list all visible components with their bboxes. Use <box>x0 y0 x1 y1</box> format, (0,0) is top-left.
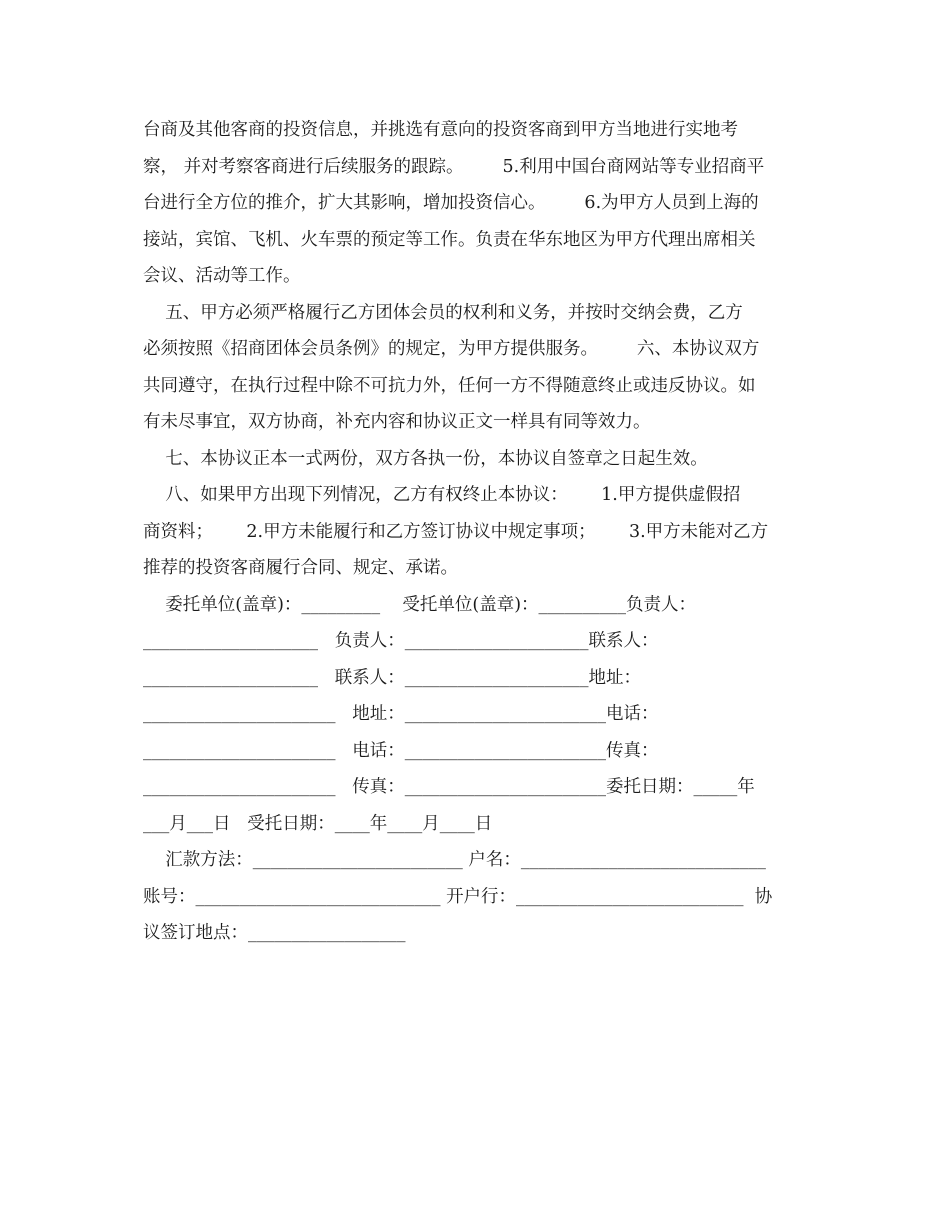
text-line: 会议、活动等工作。 <box>143 266 301 286</box>
signing-place-line: 议签订地点：__________________ <box>143 923 406 943</box>
text-line: 接站，宾馆、飞机、火车票的预定等工作。负责在华东地区为甲方代理出席相关 <box>143 229 756 250</box>
text-line: 推荐的投资客商履行合同、规定、承诺。 <box>143 558 458 578</box>
text-line: 五、甲方必须严格履行乙方团体会员的权利和义务，并按时交纳会费，乙方 <box>143 302 743 323</box>
text-line: 八、如果甲方出现下列情况，乙方有权终止本协议： 1.甲方提供虚假招 <box>143 485 741 505</box>
text-line: 有未尽事宜，双方协商，补充内容和协议正文一样具有同等效力。 <box>143 412 651 432</box>
signature-line: ______________________ 地址：_______________________电话： <box>143 704 659 724</box>
text-line: 察， 并对考察客商进行后续服务的跟踪。 5.利用中国台商网站等专业招商平 <box>143 156 765 177</box>
agreement-body <box>143 112 813 952</box>
text-line: 商资料； 2.甲方未能履行和乙方签订协议中规定事项； 3.甲方未能对乙方 <box>143 521 769 542</box>
text-line: 七、本协议正本一式两份，双方各执一份，本协议自签章之日起生效。 <box>143 448 708 469</box>
text-line: 必须按照《招商团体会员条例》的规定，为甲方提供服务。 六、本协议双方 <box>143 339 760 359</box>
signature-line: ______________________ 传真：_______________________委托日期：_____年 <box>143 777 755 797</box>
text-line: 共同遵守，在执行过程中除不可抗力外，任何一方不得随意终止或违反协议。如 <box>143 375 756 396</box>
text-line: 台进行全方位的推介，扩大其影响，增加投资信心。 6.为甲方人员到上海的 <box>143 193 759 213</box>
signature-line: 委托单位(盖章)：_________ 受托单位(盖章)：__________负责人： <box>143 594 697 615</box>
payment-line: 账号：____________________________ 开户行：__________________________ 协 <box>143 886 773 907</box>
signature-line: ____________________ 联系人：_____________________地址： <box>143 667 641 688</box>
signature-line: ______________________ 电话：_______________________传真： <box>143 740 659 761</box>
date-line: ___月___日 受托日期：____年____月____日 <box>143 813 493 834</box>
text-line: 台商及其他客商的投资信息，并挑选有意向的投资客商到甲方当地进行实地考 <box>143 120 738 140</box>
payment-line: 汇款方法：________________________ 户名：____________________________ <box>143 850 766 870</box>
signature-line: ____________________ 负责人：_____________________联系人： <box>143 631 659 651</box>
